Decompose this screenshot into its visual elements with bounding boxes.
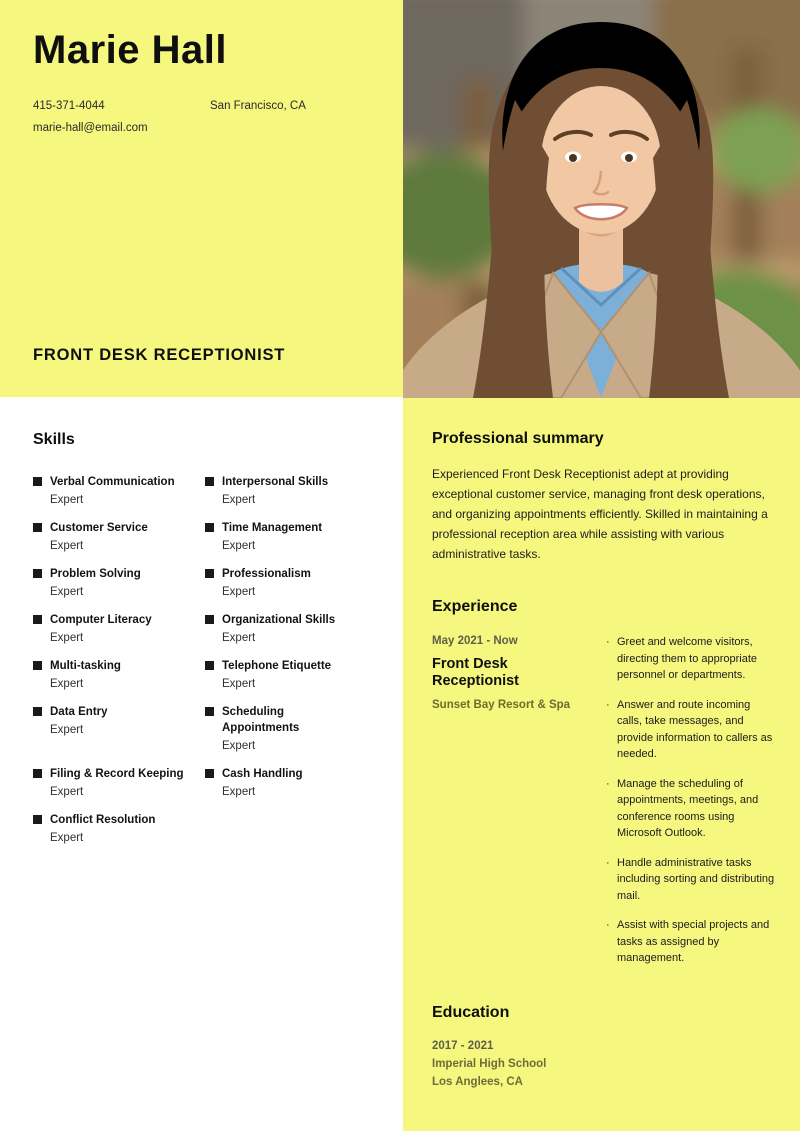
skill-name: Scheduling Appointments xyxy=(222,706,300,734)
profile-photo-illustration xyxy=(403,0,800,398)
experience-dates: May 2021 - Now xyxy=(432,635,518,647)
skill-level: Expert xyxy=(50,632,84,644)
skill-name: Problem Solving xyxy=(50,568,141,580)
skill-item xyxy=(205,474,397,507)
skill-item xyxy=(205,704,397,753)
square-bullet-icon xyxy=(33,815,42,824)
square-bullet-icon xyxy=(205,769,214,778)
skill-item xyxy=(33,474,205,507)
skill-name: Data Entry xyxy=(50,706,108,718)
skill-item xyxy=(33,704,205,753)
experience-bullets xyxy=(600,634,776,980)
email-address: marie-hall@email.com xyxy=(33,122,148,134)
education-location: Los Anglees, CA xyxy=(432,1076,523,1088)
summary-heading: Professional summary xyxy=(432,430,604,447)
square-bullet-icon xyxy=(33,477,42,486)
skills-section xyxy=(0,397,403,845)
dot-bullet-icon: · xyxy=(606,698,610,711)
skill-name: Filing & Record Keeping xyxy=(50,768,184,780)
square-bullet-icon xyxy=(205,477,214,486)
square-bullet-icon xyxy=(33,661,42,670)
experience-company: Sunset Bay Resort & Spa xyxy=(432,699,571,711)
experience-bullet-text: Answer and route incoming calls, take messages, and provide information to callers as needed. xyxy=(617,698,773,760)
skill-level: Expert xyxy=(222,586,256,598)
skill-name: Conflict Resolution xyxy=(50,814,156,826)
skill-level: Expert xyxy=(222,740,256,752)
square-bullet-icon xyxy=(205,523,214,532)
skill-name: Interpersonal Skills xyxy=(222,476,329,488)
skill-item xyxy=(205,520,397,553)
experience-bullet-text: Manage the scheduling of appointments, meetings, and conference rooms using Microsoft Outlook. xyxy=(617,777,759,839)
experience-bullet xyxy=(606,917,776,967)
dot-bullet-icon: · xyxy=(606,856,610,869)
skill-name: Professionalism xyxy=(222,568,311,580)
candidate-name: Marie Hall xyxy=(33,28,227,72)
experience-bullet xyxy=(606,634,776,684)
experience-bullet xyxy=(606,776,776,842)
skill-level: Expert xyxy=(50,832,84,844)
skill-name: Customer Service xyxy=(50,522,148,534)
skill-name: Organizational Skills xyxy=(222,614,336,626)
skill-name: Time Management xyxy=(222,522,323,534)
experience-heading: Experience xyxy=(432,598,518,615)
skill-level: Expert xyxy=(50,494,84,506)
job-title: FRONT DESK RECEPTIONIST xyxy=(33,346,286,364)
square-bullet-icon xyxy=(33,707,42,716)
education-school: Imperial High School xyxy=(432,1058,547,1070)
dot-bullet-icon: · xyxy=(606,919,610,931)
skill-level: Expert xyxy=(50,586,84,598)
location-text: San Francisco, CA xyxy=(210,100,306,112)
skill-name: Cash Handling xyxy=(222,768,303,780)
header-block xyxy=(0,0,403,397)
skill-name: Telephone Etiquette xyxy=(222,660,332,672)
skill-level: Expert xyxy=(222,494,256,506)
square-bullet-icon xyxy=(205,661,214,670)
skill-level: Expert xyxy=(50,786,84,798)
education-dates: 2017 - 2021 xyxy=(432,1040,494,1052)
square-bullet-icon xyxy=(205,707,214,716)
skill-level: Expert xyxy=(50,540,84,552)
profile-photo xyxy=(403,0,800,398)
square-bullet-icon xyxy=(33,523,42,532)
skills-heading: Skills xyxy=(33,431,75,448)
skill-item xyxy=(205,766,397,799)
skill-level: Expert xyxy=(222,540,256,552)
skill-item xyxy=(33,658,205,691)
skill-item xyxy=(205,566,397,599)
skill-item xyxy=(205,658,397,691)
skill-item xyxy=(33,812,205,845)
square-bullet-icon xyxy=(205,569,214,578)
dot-bullet-icon: · xyxy=(606,636,610,648)
experience-meta xyxy=(432,634,600,980)
skill-item xyxy=(205,612,397,645)
experience-bullet-text: Assist with special projects and tasks as assigned by management. xyxy=(617,919,770,964)
square-bullet-icon xyxy=(33,615,42,624)
experience-bullet-text: Greet and welcome visitors, directing them to appropriate personnel or departments. xyxy=(617,636,758,681)
phone-number: 415-371-4044 xyxy=(33,100,105,112)
skill-name: Multi-tasking xyxy=(50,660,121,672)
skill-name: Computer Literacy xyxy=(50,614,152,626)
summary-text: Experienced Front Desk Receptionist adept at providing exceptional customer service, managing front desk operations, and organizing appointments efficiently. Skilled in maintaining a professional reception area while assisting with various administrative tasks. xyxy=(432,467,768,561)
experience-bullet xyxy=(606,697,776,763)
square-bullet-icon xyxy=(33,569,42,578)
experience-bullet xyxy=(606,855,776,905)
skill-level: Expert xyxy=(222,678,256,690)
experience-bullet-text: Handle administrative tasks including sorting and distributing mail. xyxy=(617,856,775,902)
skill-level: Expert xyxy=(50,724,84,736)
experience-entry xyxy=(432,634,776,980)
skill-item xyxy=(33,520,205,553)
right-panel xyxy=(403,398,800,1131)
skill-item xyxy=(33,566,205,599)
skill-item xyxy=(33,766,205,799)
skill-level: Expert xyxy=(222,786,256,798)
skills-grid xyxy=(33,474,403,845)
education-heading: Education xyxy=(432,1004,510,1021)
dot-bullet-icon: · xyxy=(606,777,610,790)
skill-level: Expert xyxy=(222,632,256,644)
skill-item xyxy=(33,612,205,645)
skill-level: Expert xyxy=(50,678,84,690)
square-bullet-icon xyxy=(33,769,42,778)
square-bullet-icon xyxy=(205,615,214,624)
experience-job-title: Front Desk Receptionist xyxy=(432,656,520,689)
education-section xyxy=(432,1004,546,1091)
skill-name: Verbal Communication xyxy=(50,476,175,488)
